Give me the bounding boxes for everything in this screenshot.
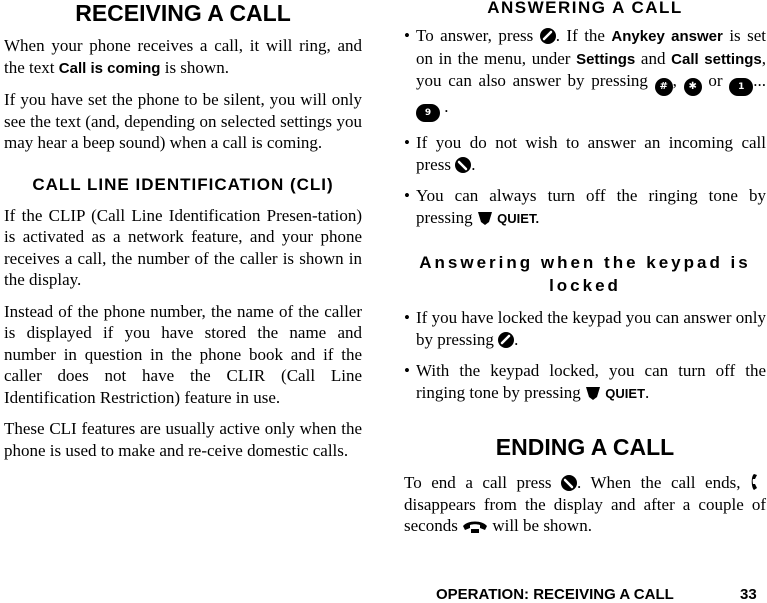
text: . <box>645 382 650 402</box>
answer-bullet-2 <box>404 132 766 175</box>
text: . <box>514 329 519 349</box>
call-ended-icon <box>462 520 488 534</box>
cli-paragraph-2: Instead of the phone number, the name of the caller is displayed if you have stored the name and number in question in the phone book and if the caller does not have the CLIR (Call Line Identification Restriction) feature in use. <box>4 301 362 407</box>
text: , <box>672 71 684 90</box>
one-key-icon: 1 <box>729 78 753 96</box>
right-column <box>404 0 766 547</box>
cli-paragraph-1: If the CLIP (Call Line Identification Presen-tation) is activated as a network feature, and your phone receives a call, the number of the caller is shown in the display. <box>4 205 362 289</box>
settings-term: Settings <box>576 50 636 68</box>
receiving-paragraph-1 <box>4 35 362 79</box>
quiet-softkey-icon <box>585 385 601 401</box>
answer-bullet-3 <box>404 185 766 229</box>
page-number: 33 <box>740 586 757 603</box>
text: . When the call ends, <box>577 473 750 492</box>
ending-title: ENDING A CALL <box>495 434 675 460</box>
text: . <box>440 97 449 116</box>
ending-paragraph <box>404 472 766 537</box>
end-key-icon <box>561 475 577 491</box>
text: If you do not wish to answer an incoming call press <box>416 133 766 174</box>
text: . If the <box>555 26 612 45</box>
locked-bullet-2 <box>404 360 766 404</box>
end-key-icon <box>455 157 471 173</box>
call-is-coming-term: Call is coming <box>58 59 161 77</box>
handset-icon <box>750 473 766 491</box>
call-settings-term: Call settings <box>671 50 762 68</box>
locked-bullet-1 <box>404 307 766 350</box>
text: ... <box>753 71 767 90</box>
text: When your phone receives a call, it will ring, and the text <box>4 36 362 77</box>
left-column <box>4 0 362 471</box>
text: will be shown. <box>488 516 592 535</box>
star-key-icon: ✱ <box>684 78 702 96</box>
keypad-locked-heading: Answering when the keypad is locked <box>419 253 751 295</box>
text: You can always turn off the ringing tone by pressing <box>416 186 766 227</box>
text: , you can also answer by pressing <box>416 48 767 90</box>
text: With the keypad locked, you can turn off the ringing tone by pressing <box>416 361 766 402</box>
text: If you have locked the keypad you can answer only by pressing <box>416 308 766 349</box>
answer-key-icon <box>498 332 514 348</box>
quiet-term: QUIET <box>605 385 646 401</box>
answer-bullet-1 <box>404 25 766 122</box>
answering-title: ANSWERING A CALL <box>487 0 683 17</box>
text: To answer, press <box>416 26 540 45</box>
text: and <box>635 48 672 68</box>
nine-key-icon: 9 <box>416 104 440 122</box>
text: or <box>701 71 730 90</box>
quiet-term: QUIET. <box>497 210 540 226</box>
answer-key-icon <box>540 28 556 44</box>
anykey-answer-term: Anykey answer <box>611 28 723 45</box>
cli-heading: CALL LINE IDENTIFICATION (CLI) <box>32 174 334 194</box>
text: disappears from the display and after a couple of seconds <box>404 494 766 535</box>
cli-paragraph-3: These CLI features are usually active only when the phone is used to make and re-ceive domestic calls. <box>4 419 362 460</box>
receiving-title: RECEIVING A CALL <box>75 0 291 26</box>
footer-section-title: OPERATION: RECEIVING A CALL <box>436 586 674 603</box>
text: is set on in the menu, under <box>416 26 766 68</box>
text: To end a call press <box>404 473 561 492</box>
text: . <box>471 154 476 174</box>
quiet-softkey-icon <box>477 210 493 226</box>
text: is shown. <box>160 57 229 77</box>
receiving-paragraph-2: If you have set the phone to be silent, you will only see the text (and, depending on selected settings you may hear a beep sound) when a call is coming. <box>4 90 362 152</box>
hash-key-icon: # <box>655 78 673 96</box>
